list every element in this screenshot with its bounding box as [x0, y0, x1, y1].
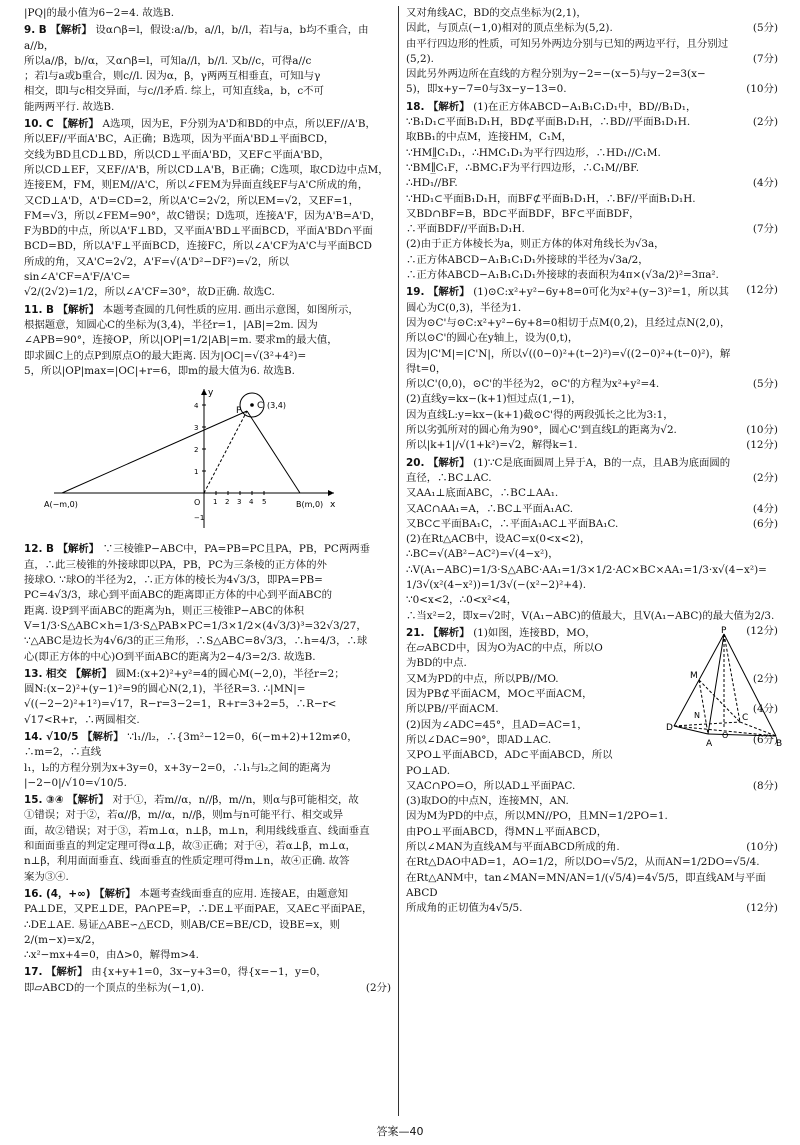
solution-line: [24, 604, 391, 619]
solution-q14: [24, 730, 391, 791]
solution-line: [406, 331, 778, 346]
solution-line: [406, 316, 778, 331]
line-text: ①错误；对于②，若α//β，m//α，n//β，则m与n可能平行、相交或异: [24, 809, 344, 822]
solution-line: [24, 23, 391, 54]
svg-text:P: P: [721, 625, 727, 636]
svg-text:4: 4: [194, 402, 199, 411]
line-text: ∵三棱锥P−ABC中，PA=PB=PC且PA，PB，PC两两垂: [102, 543, 371, 556]
line-text: ∴正方体ABCD−A₁B₁C₁D₁外接球的表面积为4π×(√3a/2)²=3πa².: [406, 269, 719, 282]
score-mark: (10分): [746, 424, 778, 437]
solution-line: [24, 682, 391, 697]
solution-line: [406, 764, 778, 779]
line-text: 5)，即x+y−7=0与3x−y−13=0.: [406, 83, 567, 96]
solution-line: [24, 965, 391, 980]
line-text: 所以⊙C'的圆心在y轴上，设为(0,t)，: [406, 332, 579, 345]
score-mark: (2分): [752, 471, 778, 484]
question-number: 17.: [24, 966, 47, 979]
svg-text:y: y: [208, 388, 214, 399]
line-text: 接球O. ∵球O的半径为2，∴正方体的棱长为4√3/3，即PA=PB=: [24, 574, 323, 587]
question-number: 13. 相交: [24, 667, 71, 680]
line-text: 本题考查圆的几何性质的应用. 画出示意图，如图所示，: [102, 303, 359, 316]
solution-line: [24, 209, 391, 224]
line-text: ∵BM∥̲C₁F，∴BMC₁F为平行四边形，∴C₁M//BF.: [406, 161, 640, 174]
line-text: ∠APB=90°，连接OP，所以|OP|=1/2|AB|=m. 要求m的最大值，: [24, 334, 338, 347]
solution-line: [24, 132, 391, 147]
analysis-tag: 【解析】: [57, 303, 103, 316]
solution-line: [406, 67, 778, 82]
solution-line: [24, 54, 391, 69]
solution-line: [24, 194, 391, 209]
solution-line: [24, 255, 391, 286]
line-text: ∴V(A₁−ABC)=1/3·S△ABC·AA₁=1/3×1/2·AC×BC×AA₁=1/3·x√(4−x²)=: [406, 563, 767, 576]
question-number: 10. C: [24, 118, 58, 131]
line-text: BCD=BD，所以A'F⊥平面BCD，连接FC，所以∠A'CF为A'C与平面BCD: [24, 240, 372, 253]
svg-text:D: D: [666, 722, 673, 733]
page-footer: 答案—40: [376, 1125, 424, 1138]
line-text: 所以a//β，b//α，又α∩β=l，可知a//l，b//l. 又b//c，可得a//c: [24, 54, 312, 67]
solution-line: [24, 148, 391, 163]
line-text: ∴平面BDF//平面B₁D₁H.: [406, 223, 525, 236]
score-mark: (10分): [746, 83, 778, 96]
line-text: 即求圆C上的点P到原点O的最大距离. 因为|OC|=√(3²+4²)=: [24, 349, 307, 362]
solution-line: [406, 563, 778, 578]
line-text: (1)如图，连接BD，MO，: [473, 626, 596, 639]
solution-line: [406, 825, 778, 840]
line-text: ∵HD₁⊂平面B₁D₁H，而BF⊄平面B₁D₁H，∴BF//平面B₁D₁H.: [406, 192, 696, 205]
solution-line: [406, 578, 778, 593]
score-mark: (7分): [752, 223, 778, 236]
solution-q19: [406, 285, 778, 453]
svg-text:−1: −1: [194, 514, 205, 523]
pyramid-diagram: [666, 626, 786, 756]
line-text: l₁，l₂的方程分别为x+3y=0，x+3y−2=0，∴l₁与l₂之间的距离为: [24, 761, 331, 774]
solution-line: [24, 239, 391, 254]
question-number: 11. B: [24, 303, 58, 316]
solution-line: [406, 593, 778, 608]
line-text: 在Rt△DAO中AD=1，AO=1/2，所以DO=√5/2，从而AN=1/2DO=√5/4.: [406, 856, 760, 869]
solution-line: [24, 870, 391, 885]
line-text: ∴HD₁//BF.: [406, 177, 458, 190]
question-number: 16. (4，+∞): [24, 887, 95, 900]
line-text: 所成的角，又A'C=2√2，A'F=√(A'D²−DF²)=√2，所以sin∠A'CF=A'F/A'C=: [24, 255, 289, 284]
svg-text:x: x: [330, 500, 336, 511]
line-text: n⊥β，利用面面垂直、线面垂直的性质定理可得m⊥n，故④正确. 故答: [24, 855, 350, 868]
line-text: (2)在Rt△ACB中，设AC=x(0<x<2)，: [406, 533, 591, 546]
question-number: 21.: [406, 626, 429, 639]
solution-line: [24, 619, 391, 634]
line-text: 本题考查线面垂直的应用. 连接AE，由题意知: [139, 887, 349, 900]
svg-text:A: A: [706, 738, 713, 749]
line-text: 因为M为PD的中点，所以MN//PO，且MN=1/2PO=1.: [406, 810, 668, 823]
analysis-tag: 【解析】: [428, 456, 474, 469]
analysis-tag: 【解析】: [67, 794, 113, 807]
solution-line: [24, 318, 391, 333]
question-number: 15. ③④: [24, 794, 68, 807]
svg-text:N: N: [694, 710, 700, 720]
line-text: 即▱ABCD的一个顶点的坐标为(−1,0).: [24, 981, 205, 994]
solution-q10: [24, 117, 391, 301]
score-mark: (12分): [746, 902, 778, 915]
solution-line: [24, 918, 391, 949]
solution-line: [406, 794, 778, 809]
line-text: 圆N:(x−2)²+(y−1)²=9的圆心N(2,1)，半径R=3. ∴|MN|=: [24, 683, 306, 696]
solution-line: [24, 117, 391, 132]
line-text: PC=4√3/3，球心到平面ABC的距离即正方体的中心到平面ABC的: [24, 589, 332, 602]
line-text: (2)直线y=kx−(k+1)恒过点(1,−1)，: [406, 393, 582, 406]
solution-line: [406, 840, 778, 855]
solution-line: [406, 392, 778, 407]
solution-q9: [24, 23, 391, 115]
score-mark: (2分): [365, 981, 391, 994]
circle-diagram: [44, 383, 344, 533]
line-text: 在▱ABCD中，因为O为AC的中点，所以O: [406, 642, 603, 655]
solution-line: [24, 839, 391, 854]
line-text: 1/3√(x²(4−x²))=1/3√(−(x²−2)²+4).: [406, 578, 587, 591]
score-mark: (2分): [752, 672, 778, 685]
solution-line: [406, 146, 778, 161]
solution-line: [406, 130, 778, 145]
line-text: 所以劣弧所对的圆心角为90°，圆心C'到直线L的距离为√2.: [406, 424, 677, 437]
solution-line: [406, 901, 778, 916]
line-text: 因此另外两边所在直线的方程分别为y−2=−(x−5)与y−2=3(x−: [406, 68, 706, 81]
line-text: ∵△ABC是边长为4√6/3的正三角形，∴S△ABC=8√3/3，∴h=4/3，∴球: [24, 635, 368, 648]
solution-line: [406, 21, 778, 36]
question-number: 12. B: [24, 543, 58, 556]
solution-line: [406, 207, 778, 222]
svg-text:(3,4): (3,4): [267, 401, 286, 411]
solution-line: [406, 809, 778, 824]
solution-line: [406, 161, 778, 176]
solution-line: [406, 532, 778, 547]
line-text: (2)因为∠ADC=45°，且AD=AC=1，: [406, 718, 588, 731]
score-mark: (2分): [752, 116, 778, 129]
solution-line: [24, 100, 391, 115]
score-mark: (8分): [752, 779, 778, 792]
analysis-tag: 【解析】: [50, 24, 96, 37]
score-mark: (6分): [752, 517, 778, 530]
line-text: 得t=0，: [406, 362, 447, 375]
svg-text:2: 2: [225, 498, 230, 507]
line-text: 所成角的正切值为4√5/5.: [406, 902, 523, 915]
solution-line: [406, 6, 778, 21]
line-text: V=1/3·S△ABC×h=1/3·S△PAB×PC=1/3×1/2×(4√3/3)³=32√3/27，: [24, 619, 367, 632]
line-text: 所以C'(0,0)，⊙C'的半径为2，⊙C'的方程为x²+y²=4.: [406, 378, 660, 391]
line-text: 取BB₁的中点M，连接HM，C₁M，: [406, 131, 573, 144]
line-text: ∴x²−mx+4=0，由Δ>0，解得m>4.: [24, 949, 199, 962]
line-text: ∵HM∥̲C₁D₁，∴HMC₁D₁为平行四边形，∴HD₁//C₁M.: [406, 146, 661, 159]
line-text: 交线为BD且CD⊥BD，所以CD⊥平面A'BD，又EF⊂平面A'BD，: [24, 148, 330, 161]
solution-line: [24, 761, 391, 776]
line-text: 又BD∩BF=B，BD⊂平面BDF，BF⊂平面BDF，: [406, 207, 640, 220]
line-text: 因为|C'M|=|C'N|，所以√((0−0)²+(t−2)²)=√((2−0)²+(t−0)²)，解: [406, 347, 731, 360]
line-text: 由平行四边形的性质，可知另外两边分别与已知的两边平行，且分别过: [406, 37, 729, 50]
score-mark: (4分): [752, 502, 778, 515]
solution-line: [406, 301, 778, 316]
solution-line: [406, 52, 778, 67]
solution-line: [24, 303, 391, 318]
line-text: 又CD⊥A'D，A'D=CD=2，所以A'C=2√2，所以EM=√2，又EF=1，: [24, 194, 360, 207]
line-text: 设α∩β=l，假设:a//b，a//l，b//l，若l与a，b均不重合，由a//b，: [24, 24, 369, 52]
line-text: 因为PB⊄平面ACM，MO⊂平面ACM，: [406, 688, 593, 701]
line-text: (1)∵C是底面圆周上异于A，B的一点，且AB为底面圆的: [473, 456, 731, 469]
solution-q17: [24, 965, 391, 996]
line-text: PO⊥AD.: [406, 764, 451, 777]
line-text: 和面面垂直的判定定理可得α⊥β，故③正确；对于④，若α⊥β，m⊥α，: [24, 840, 356, 853]
solution-line: [406, 471, 778, 486]
solution-line: [24, 634, 391, 649]
line-text: 圆心为C(0,3)，半径为1.: [406, 301, 522, 314]
line-text: |−2−0|/√10=√10/5.: [24, 776, 127, 789]
solution-line: [24, 178, 391, 193]
line-text: 所以∠MAN为直线AM与平面ABCD所成的角.: [406, 841, 620, 854]
solution-line: [406, 486, 778, 501]
solution-line: [24, 887, 391, 902]
line-text: 又PO⊥平面ABCD，AD⊂平面ABCD，所以: [406, 749, 613, 762]
solution-line: [24, 650, 391, 665]
line-text: 圆M:(x+2)²+y²=4的圆心M(−2,0)，半径r=2；: [115, 667, 345, 680]
solution-line: [406, 502, 778, 517]
line-text: 能两两平行. 故选B.: [24, 100, 115, 113]
solution-line: [406, 871, 778, 902]
line-text: 案为③④.: [24, 870, 69, 883]
line-text: ；若l与a或b重合，则c//l. 因为α，β，γ两两互相垂直，可知l与γ: [24, 70, 321, 83]
svg-text:P: P: [236, 406, 242, 417]
line-text: √2/(2√2)=1/2，所以∠A'CF=30°，故D正确. 故选C.: [24, 286, 275, 299]
solution-q13: [24, 667, 391, 728]
solution-line: [406, 285, 778, 300]
solution-line: [24, 854, 391, 869]
line-text: 所以PB//平面ACM.: [406, 703, 499, 716]
line-text: 距离. 设P到平面ABC的距离为h，则正三棱锥P−ABC的体积: [24, 604, 304, 617]
solution-line: [24, 163, 391, 178]
analysis-tag: 【解析】: [46, 966, 92, 979]
line-text: ∵B₁D₁⊂平面B₁D₁H，BD⊄平面B₁D₁H，∴BD//平面B₁D₁H.: [406, 116, 691, 129]
svg-text:4: 4: [249, 498, 254, 507]
score-mark: (4分): [752, 177, 778, 190]
solution-line: [24, 558, 391, 573]
solution-line: [24, 902, 391, 917]
line-text: 又M为PD的中点，所以PB//MO.: [406, 672, 559, 685]
line-text: FM=√3，所以∠FEM=90°，故C错误；D选项，连接A'F，因为A'B=A'D，: [24, 209, 381, 222]
svg-text:M: M: [690, 670, 698, 681]
solution-line: [24, 333, 391, 348]
score-mark: (5分): [752, 22, 778, 35]
solution-line: [24, 667, 391, 682]
score-mark: (10分): [746, 841, 778, 854]
solution-line: [406, 37, 778, 52]
solution-line: [24, 776, 391, 791]
svg-text:C: C: [257, 401, 264, 412]
line-text: 为BD的中点.: [406, 657, 467, 670]
line-text: ∴当x²=2，即x=√2时，V(A₁−ABC)的值最大，且V(A₁−ABC)的最大值为2/3.: [406, 609, 775, 622]
svg-text:B: B: [776, 738, 783, 749]
line-text: 直，∴此三棱锥的外接球即以PA，PB，PC为三条棱的正方体的外: [24, 558, 327, 571]
solution-line: [406, 517, 778, 532]
solution-line: [24, 349, 391, 364]
solution-line: [24, 697, 391, 712]
svg-text:C: C: [742, 712, 749, 723]
solution-line: [24, 6, 391, 21]
solution-q9-prev: [24, 6, 391, 21]
line-text: (3)取DO的中点N，连接MN，AN.: [406, 795, 569, 808]
analysis-tag: 【解析】: [57, 543, 103, 556]
analysis-tag: 【解析】: [70, 667, 116, 680]
line-text: 所以EF//平面A'BC，A正确；B选项，因为平面A'BD⊥平面BCD，: [24, 133, 335, 146]
solution-line: [406, 408, 778, 423]
svg-text:1: 1: [194, 468, 199, 477]
solution-line: [24, 573, 391, 588]
analysis-tag: 【解析】: [57, 118, 103, 131]
question-number: 9. B: [24, 24, 51, 37]
line-text: (1)在正方体ABCD−A₁B₁C₁D₁中，BD//B₁D₁，: [473, 100, 697, 113]
analysis-tag: 【解析】: [94, 887, 140, 900]
line-text: 根据题意，知圆心C的坐标为(3,4)，半径r=1，|AB|=2m. 因为: [24, 318, 318, 331]
line-text: (5,2).: [406, 52, 434, 65]
line-text: ∵0<x<2，∴0<x²<4，: [406, 594, 518, 607]
line-text: 因为直线L:y=kx−(k+1)截⊙C'得的两段弧长之比为3:1，: [406, 408, 674, 421]
line-text: √((−2−2)²+1²)=√17，R−r=3−2=1，R+r=3+2=5，∴R−r<: [24, 698, 337, 711]
solution-line: [406, 456, 778, 471]
solution-line: [406, 237, 778, 252]
analysis-tag: 【解析】: [428, 626, 474, 639]
figure-q21: [666, 626, 786, 761]
line-text: 直径，∴BC⊥AC.: [406, 471, 492, 484]
solution-q16: [24, 887, 391, 963]
svg-text:1: 1: [213, 498, 218, 507]
svg-text:B(m,0): B(m,0): [296, 500, 324, 510]
solution-line: [24, 224, 391, 239]
score-mark: (7分): [752, 52, 778, 65]
solution-line: [24, 364, 391, 379]
solution-line: [406, 115, 778, 130]
solution-line: [406, 253, 778, 268]
left-column: [24, 6, 391, 998]
analysis-tag: 【解析】: [428, 100, 474, 113]
solution-line: [24, 948, 391, 963]
score-mark: (12分): [746, 284, 778, 297]
solution-line: [24, 285, 391, 300]
line-text: (2)由于正方体棱长为a，则正方体的体对角线长为√3a，: [406, 238, 665, 251]
question-number: 18.: [406, 100, 429, 113]
solution-line: [24, 981, 391, 996]
solution-q12: [24, 542, 391, 664]
solution-line: [406, 377, 778, 392]
solution-q21: [406, 625, 783, 917]
solution-line: [24, 84, 391, 99]
line-text: 心(即正方体的中心)O到平面ABC的距离为2−4/3=2/3. 故选B.: [24, 650, 316, 663]
svg-text:A(−m,0): A(−m,0): [44, 500, 78, 510]
svg-text:O: O: [722, 730, 729, 740]
line-text: 由{x+y+1=0，3x−y+3=0，得{x=−1，y=0，: [91, 966, 327, 979]
figure-q11: [44, 383, 391, 538]
question-number: 14. √10/5: [24, 730, 83, 743]
solution-line: [406, 268, 778, 283]
line-text: |PQ|的最小值为6−2=4. 故选B.: [24, 7, 175, 19]
solution-line: [406, 222, 778, 237]
solution-line: [406, 100, 778, 115]
line-text: 面，故②错误；对于③，若m⊥α，n⊥β，m⊥n，利用线线垂直、线面垂直: [24, 824, 370, 837]
line-text: 又对角线AC，BD的交点坐标为(2,1)，: [406, 7, 587, 19]
column-divider: [398, 6, 399, 1116]
line-text: 又AC∩AA₁=A，∴BC⊥平面A₁AC.: [406, 502, 574, 515]
solution-line: [24, 793, 391, 808]
line-text: 所以|k+1|/√(1+k²)=√2，解得k=1.: [406, 439, 578, 452]
solution-line: [406, 547, 778, 562]
solution-line: [24, 824, 391, 839]
solution-q15: [24, 793, 391, 885]
solution-q11: [24, 303, 391, 379]
line-text: A选项，因为E，F分别为A'D和BD的中点，所以EF//A'B，: [102, 118, 376, 131]
svg-text:3: 3: [237, 498, 242, 507]
line-text: 连接EM，FM，则EM//A'C，所以∠FEM为异面直线EF与A'C所成的角，: [24, 179, 369, 192]
svg-text:3: 3: [194, 424, 199, 433]
score-mark: (12分): [746, 439, 778, 452]
solution-line: [406, 176, 778, 191]
line-text: F为BD的中点，所以A'F⊥BD，又平面A'BD⊥平面BCD，平面A'BD∩平面: [24, 225, 373, 238]
question-number: 20.: [406, 456, 429, 469]
line-text: 由PO⊥平面ABCD，得MN⊥平面ABCD，: [406, 825, 608, 838]
line-text: 所以CD⊥EF，又EF//A'B，所以CD⊥A'B，B正确；C选项，取CD边中点M，: [24, 163, 389, 176]
line-text: ∴BC=√(AB²−AC²)=√(4−x²)，: [406, 548, 559, 561]
line-text: 因为⊙C'与⊙C:x²+y²−6y+8=0相切于点M(0,2)，且经过点N(2,0)，: [406, 316, 731, 329]
line-text: 5，所以|OP|max=|OC|+r=6，即m的最大值为6. 故选B.: [24, 364, 295, 377]
solution-line: [406, 438, 778, 453]
solution-line: [406, 779, 778, 794]
solution-line: [406, 347, 778, 362]
line-text: ∵l₁//l₂，∴{3m²−12=0，6(−m+2)+12m≠0，∴m=2，∴直线: [24, 730, 358, 759]
solution-line: [406, 609, 778, 624]
score-mark: (6分): [752, 733, 778, 746]
solution-line: [406, 192, 778, 207]
solution-line: [406, 855, 778, 870]
line-text: 在Rt△ANM中，tan∠MAN=MN/AN=1/(√5/4)=4√5/5，即直线AM与平面ABCD: [406, 871, 766, 899]
line-text: PA⊥DE，又PE⊥DE，PA∩PE=P，∴DE⊥平面PAE，又AE⊂平面PAE，: [24, 903, 373, 916]
svg-text:5: 5: [262, 498, 267, 507]
solution-line: [406, 423, 778, 438]
score-mark: (5分): [752, 378, 778, 391]
line-text: 又AC∩PO=O，所以AD⊥平面PAC.: [406, 779, 576, 792]
solution-line: [24, 542, 391, 557]
line-text: 对于①，若m//α，n//β，m//n，则α与β可能相交，故: [112, 794, 359, 807]
line-text: ∴正方体ABCD−A₁B₁C₁D₁外接球的半径为√3a/2，: [406, 253, 649, 266]
svg-text:2: 2: [194, 446, 199, 455]
line-text: ∴DE⊥AE. 易证△ABE∽△ECD，则AB/CE=BE/CD，设BE=x，则2/(m−x)=x/2，: [24, 918, 341, 946]
score-mark: (12分): [746, 624, 778, 637]
line-text: 相交，即l与c相交异面，与c//l矛盾. 综上，可知直线a，b，c不可: [24, 85, 324, 98]
svg-text:O: O: [194, 498, 201, 508]
line-text: 所以∠DAC=90°，即AD⊥AC.: [406, 733, 552, 746]
solution-line: [406, 82, 778, 97]
solution-line: [24, 730, 391, 761]
solution-line: [24, 713, 391, 728]
solution-q17-cont: [406, 6, 778, 98]
line-text: 又AA₁⊥底面ABC，∴BC⊥AA₁.: [406, 487, 559, 500]
question-number: 19.: [406, 286, 429, 299]
solution-line: [24, 808, 391, 823]
solution-line: [24, 588, 391, 603]
line-text: 因此，与顶点(−1,0)相对的顶点坐标为(5,2).: [406, 22, 613, 35]
solution-line: [24, 69, 391, 84]
right-column: [406, 6, 783, 919]
analysis-tag: 【解析】: [82, 730, 128, 743]
score-mark: (4分): [752, 703, 778, 716]
analysis-tag: 【解析】: [428, 286, 474, 299]
line-text: 又BC⊂平面BA₁C，∴平面A₁AC⊥平面BA₁C.: [406, 517, 619, 530]
line-text: (1)⊙C:x²+y²−6y+8=0可化为x²+(y−3)²=1，所以其: [473, 286, 729, 299]
line-text: √17<R+r，∴两圆相交.: [24, 713, 140, 726]
solution-line: [406, 362, 778, 377]
